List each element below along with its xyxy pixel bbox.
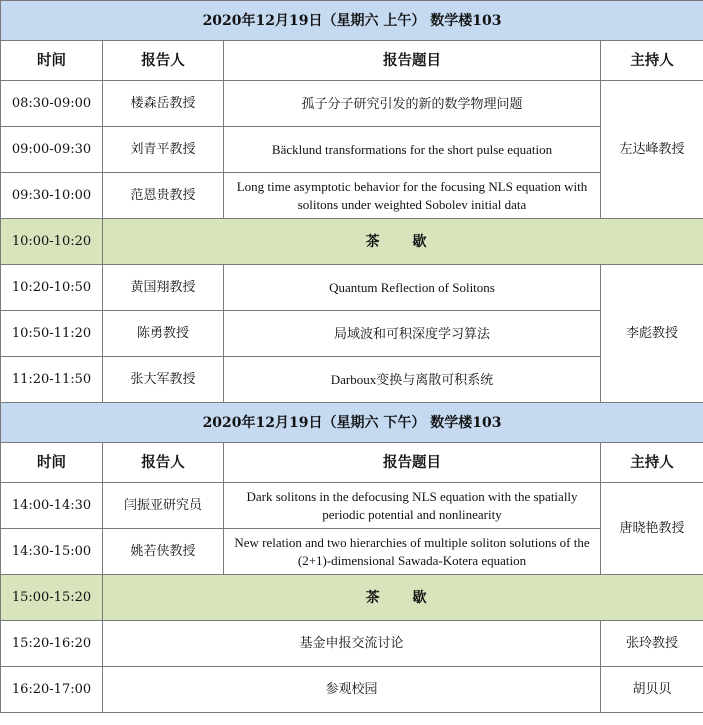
activity-host: 张玲教授	[601, 621, 703, 667]
column-header-host: 主持人	[601, 41, 703, 81]
talk-time: 14:00-14:30	[1, 483, 103, 529]
talk-title: 局域波和可积深度学习算法	[224, 311, 601, 357]
talk-time: 10:50-11:20	[1, 311, 103, 357]
table-row	[1, 127, 703, 173]
talk-time: 10:20-10:50	[1, 265, 103, 311]
talk-time: 11:20-11:50	[1, 357, 103, 403]
talk-speaker: 陈勇教授	[103, 311, 224, 357]
talk-time: 08:30-09:00	[1, 81, 103, 127]
column-header-title: 报告题目	[224, 443, 601, 483]
table-row	[1, 357, 703, 403]
session-host: 左达峰教授	[601, 81, 703, 219]
session-host: 唐晓艳教授	[601, 483, 703, 575]
table-row	[1, 311, 703, 357]
table-row	[1, 621, 703, 667]
activity-time: 15:20-16:20	[1, 621, 103, 667]
break-row	[1, 575, 703, 621]
talk-title: Bäcklund transformations for the short pulse equation	[224, 127, 601, 173]
table-row	[1, 483, 703, 529]
afternoon-section-header-row	[1, 403, 703, 443]
talk-title: New relation and two hierarchies of multiple soliton solutions of the (2+1)-dimensional Sawada-Kotera equation	[224, 529, 601, 575]
column-header-speaker: 报告人	[103, 443, 224, 483]
talk-speaker: 闫振亚研究员	[103, 483, 224, 529]
break-label: 茶 歇	[103, 219, 703, 265]
column-header-time: 时间	[1, 41, 103, 81]
column-header-host: 主持人	[601, 443, 703, 483]
talk-speaker: 黄国翔教授	[103, 265, 224, 311]
talk-title: Quantum Reflection of Solitons	[224, 265, 601, 311]
talk-title: Darboux变换与离散可积系统	[224, 357, 601, 403]
talk-speaker: 范恩贵教授	[103, 173, 224, 219]
table-row	[1, 667, 703, 713]
talk-speaker: 姚若侠教授	[103, 529, 224, 575]
table-row	[1, 81, 703, 127]
activity-name: 基金申报交流讨论	[103, 621, 601, 667]
table-row	[1, 173, 703, 219]
column-header-time: 时间	[1, 443, 103, 483]
talk-title: Long time asymptotic behavior for the focusing NLS equation with solitons under weighted Sobolev initial data	[224, 173, 601, 219]
morning-column-header-row	[1, 41, 703, 81]
talk-time: 09:00-09:30	[1, 127, 103, 173]
talk-time: 09:30-10:00	[1, 173, 103, 219]
break-time: 10:00-10:20	[1, 219, 103, 265]
column-header-title: 报告题目	[224, 41, 601, 81]
session-host: 李彪教授	[601, 265, 703, 403]
break-label: 茶 歇	[103, 575, 703, 621]
talk-speaker: 张大军教授	[103, 357, 224, 403]
afternoon-column-header-row	[1, 443, 703, 483]
break-row	[1, 219, 703, 265]
activity-name: 参观校园	[103, 667, 601, 713]
afternoon-session-header: 2020年12月19日（星期六 下午） 数学楼103	[1, 403, 703, 443]
break-time: 15:00-15:20	[1, 575, 103, 621]
column-header-speaker: 报告人	[103, 41, 224, 81]
talk-title: 孤子分子研究引发的新的数学物理问题	[224, 81, 601, 127]
morning-session-header: 2020年12月19日（星期六 上午） 数学楼103	[1, 1, 703, 41]
morning-section-header-row	[1, 1, 703, 41]
table-row	[1, 529, 703, 575]
talk-speaker: 楼森岳教授	[103, 81, 224, 127]
table-row	[1, 265, 703, 311]
talk-time: 14:30-15:00	[1, 529, 103, 575]
activity-host: 胡贝贝	[601, 667, 703, 713]
activity-time: 16:20-17:00	[1, 667, 103, 713]
talk-title: Dark solitons in the defocusing NLS equation with the spatially periodic potential and nonlinearity	[224, 483, 601, 529]
talk-speaker: 刘青平教授	[103, 127, 224, 173]
